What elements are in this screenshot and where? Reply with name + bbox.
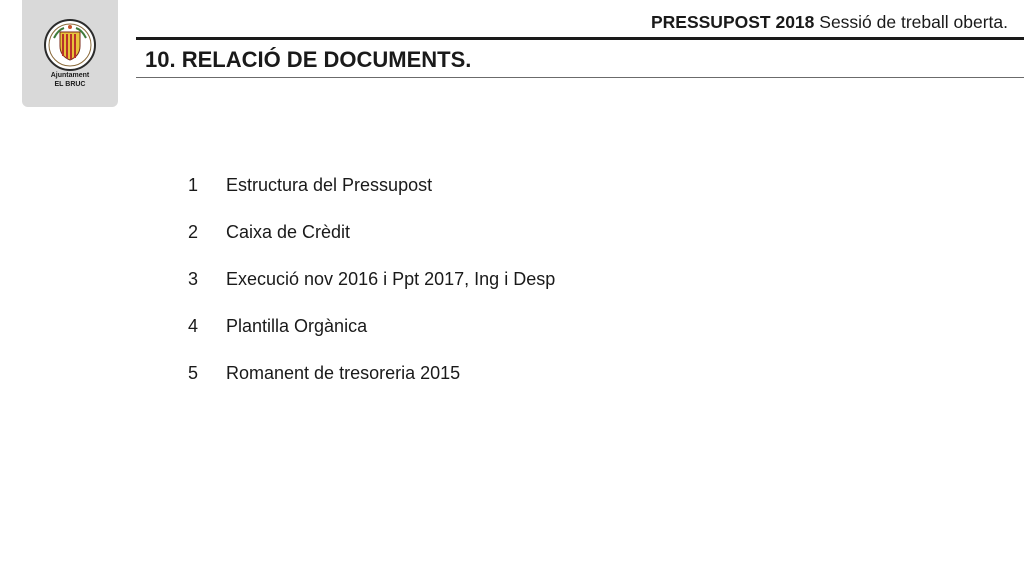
session-budget-label: PRESSUPOST 2018 [650, 12, 815, 32]
document-item [184, 220, 555, 267]
header-divider [136, 37, 1024, 40]
document-item [184, 173, 555, 220]
document-number: 5 [188, 363, 199, 383]
title-underline [136, 77, 1024, 78]
document-title: Execució nov 2016 i Ppt 2017, Ing i Desp [226, 269, 556, 289]
coat-of-arms-icon [42, 18, 98, 72]
document-title: Plantilla Orgànica [226, 316, 368, 336]
document-item [184, 314, 555, 361]
document-number: 3 [188, 269, 199, 289]
municipal-logo [22, 0, 118, 107]
document-title: Caixa de Crèdit [226, 222, 351, 242]
document-title: Romanent de tresoreria 2015 [226, 363, 461, 383]
logo-caption [22, 71, 118, 89]
logo-line-1: Ajuntament [50, 72, 90, 79]
document-number: 1 [188, 175, 199, 195]
document-item [184, 361, 555, 408]
document-title: Estructura del Pressupost [226, 175, 433, 195]
document-list [184, 173, 555, 408]
slide-title: 10. RELACIÓ DE DOCUMENTS. [145, 47, 472, 72]
document-item [184, 267, 555, 314]
session-header [651, 11, 1008, 33]
document-number: 4 [188, 316, 199, 336]
session-status-text: Sessió de treball oberta. [819, 12, 1008, 32]
logo-line-2: EL BRUC [54, 81, 86, 88]
document-number: 2 [188, 222, 199, 242]
